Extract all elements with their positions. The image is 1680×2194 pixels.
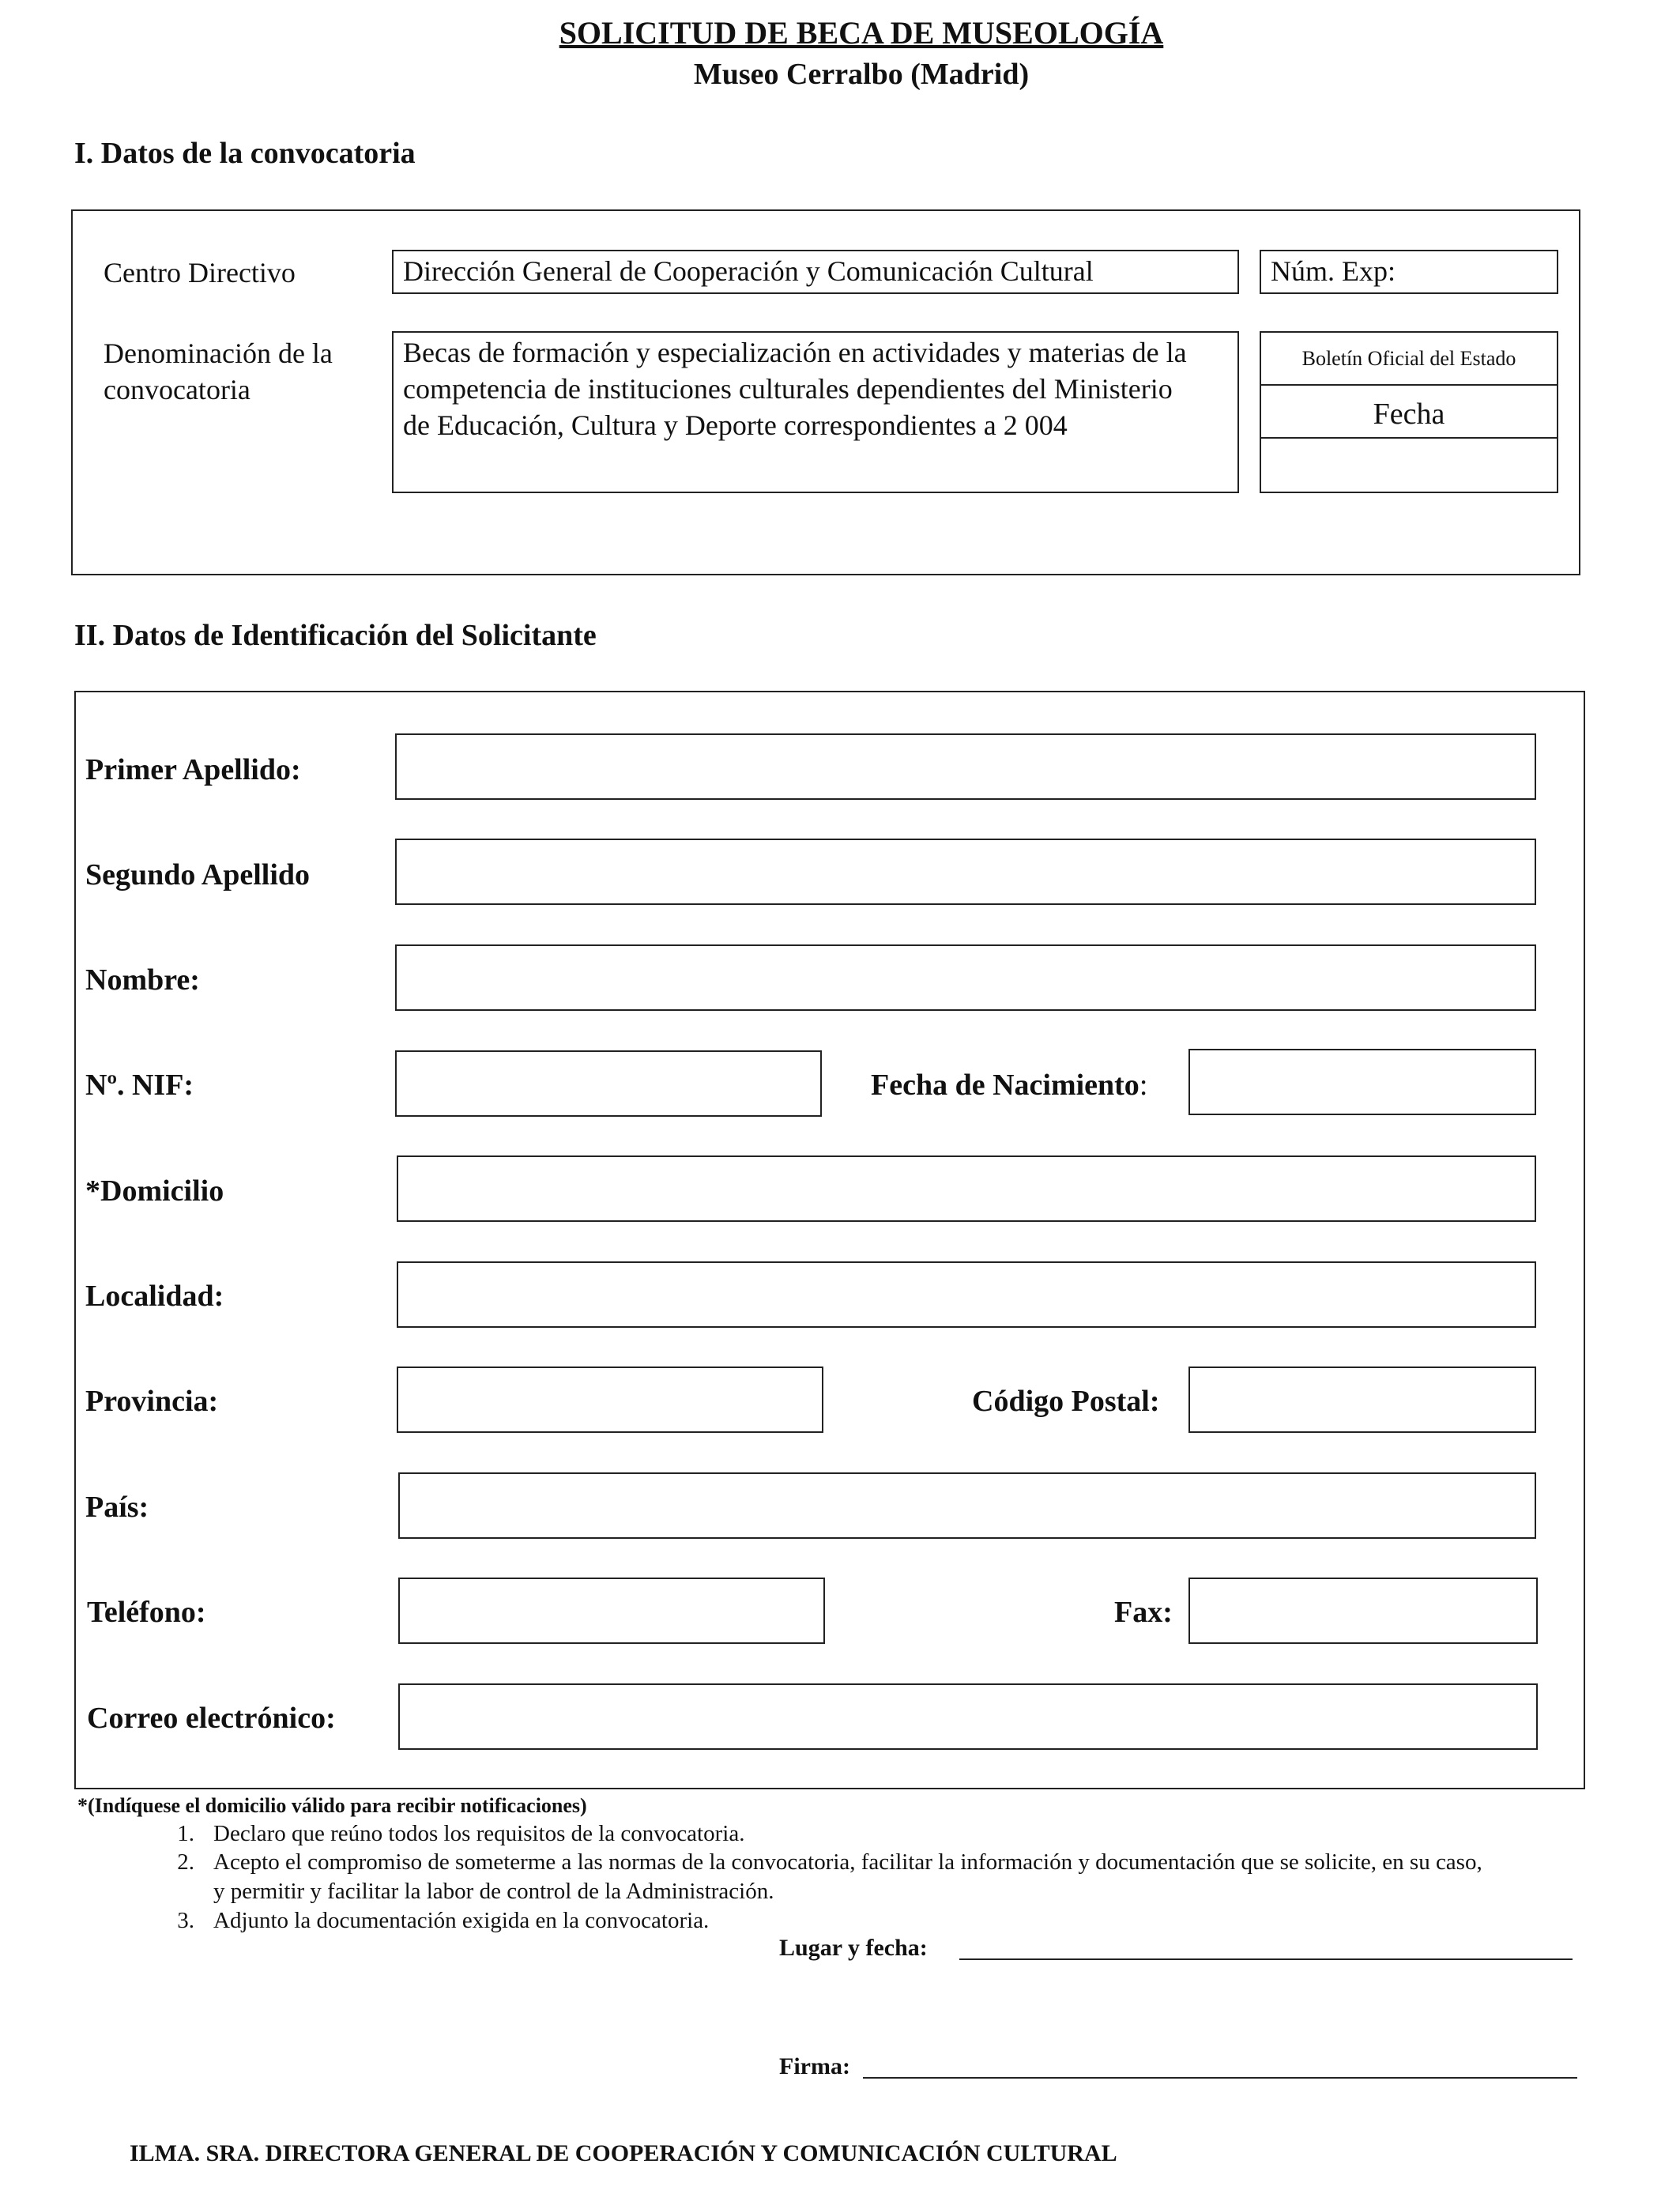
pais-input[interactable]	[398, 1472, 1536, 1539]
declaration-3	[163, 1906, 1633, 1938]
primer-apellido-label: Primer Apellido:	[85, 753, 301, 786]
declaration-2-number: 2.	[177, 1849, 194, 1875]
num-exp-label: Núm. Exp:	[1271, 255, 1396, 287]
fecha-nacimiento-label-text: Fecha de Nacimiento	[871, 1069, 1139, 1102]
provincia-label: Provincia:	[85, 1385, 219, 1418]
codigo-postal-input[interactable]	[1188, 1367, 1536, 1433]
section-2-title: II. Datos de Identificación del Solicitante	[74, 619, 597, 652]
num-exp-field[interactable]	[1260, 250, 1558, 294]
primer-apellido-input[interactable]	[395, 733, 1536, 800]
document-subtitle: Museo Cerralbo (Madrid)	[693, 58, 1030, 91]
denominacion-label-line2: convocatoria	[104, 374, 250, 405]
boe-fecha-label: Fecha	[1373, 398, 1445, 431]
denominacion-line1: Becas de formación y especialización en actividades y materias de la	[403, 337, 1187, 368]
document-title: SOLICITUD DE BECA DE MUSEOLOGÍA	[559, 15, 1164, 51]
fax-input[interactable]	[1188, 1578, 1538, 1644]
firma-label: Firma:	[779, 2053, 850, 2079]
localidad-label: Localidad:	[85, 1280, 224, 1313]
declaration-1	[163, 1819, 1633, 1851]
declaration-2-text-line2: y permitir y facilitar la labor de control de la Administración.	[213, 1879, 774, 1904]
segundo-apellido-label: Segundo Apellido	[85, 858, 311, 892]
fax-label: Fax:	[1114, 1596, 1173, 1629]
denominacion-line3: de Educación, Cultura y Deporte correspondientes a 2 004	[403, 409, 1068, 441]
nombre-input[interactable]	[395, 944, 1536, 1011]
boe-fecha-field[interactable]	[1261, 440, 1557, 489]
declaration-3-number: 3.	[177, 1908, 194, 1933]
fecha-nacimiento-input[interactable]	[1188, 1049, 1536, 1115]
addressee: ILMA. SRA. DIRECTORA GENERAL DE COOPERACIÓN Y COMUNICACIÓN CULTURAL	[130, 2140, 1117, 2166]
fecha-nacimiento-label	[871, 1068, 1147, 1103]
codigo-postal-label: Código Postal:	[972, 1385, 1160, 1418]
provincia-input[interactable]	[397, 1367, 823, 1433]
pais-label: País:	[85, 1491, 149, 1524]
denominacion-label	[104, 335, 333, 408]
denominacion-label-line1: Denominación de la	[104, 337, 333, 369]
declaration-1-number: 1.	[177, 1821, 194, 1846]
declaration-1-text: Declaro que reúno todos los requisitos de la convocatoria.	[213, 1821, 745, 1846]
segundo-apellido-input[interactable]	[395, 839, 1536, 905]
domicilio-label: *Domicilio	[85, 1174, 224, 1208]
boe-label: Boletín Oficial del Estado	[1301, 347, 1516, 370]
denominacion-field	[392, 331, 1239, 493]
nombre-label: Nombre:	[85, 963, 200, 997]
lugar-fecha-line[interactable]	[959, 1958, 1573, 1960]
telefono-label: Teléfono:	[87, 1596, 206, 1629]
nif-input[interactable]	[395, 1050, 822, 1117]
nif-label: Nº. NIF:	[85, 1069, 194, 1102]
telefono-input[interactable]	[398, 1578, 825, 1644]
boe-divider-2	[1261, 437, 1557, 439]
lugar-fecha-label: Lugar y fecha:	[779, 1935, 928, 1961]
fecha-nacimiento-colon: :	[1139, 1069, 1148, 1102]
domicilio-note: *(Indíquese el domicilio válido para recibir notificaciones)	[77, 1794, 587, 1817]
boe-box	[1260, 331, 1558, 493]
boe-divider-1	[1261, 384, 1557, 386]
correo-input[interactable]	[398, 1683, 1538, 1750]
correo-label: Correo electrónico:	[87, 1702, 336, 1735]
domicilio-input[interactable]	[397, 1155, 1536, 1222]
section-1-title: I. Datos de la convocatoria	[74, 137, 416, 170]
centro-directivo-label: Centro Directivo	[104, 257, 296, 288]
centro-directivo-field[interactable]: Dirección General de Cooperación y Comunicación Cultural	[392, 250, 1239, 294]
declaration-2-text: Acepto el compromiso de someterme a las normas de la convocatoria, facilitar la información y documentación que se solicite, en su caso,	[213, 1849, 1482, 1875]
declaration-2	[163, 1848, 1633, 1908]
denominacion-line2: competencia de instituciones culturales dependientes del Ministerio	[403, 373, 1173, 405]
firma-line[interactable]	[863, 2077, 1577, 2079]
localidad-input[interactable]	[397, 1261, 1536, 1328]
declaration-3-text: Adjunto la documentación exigida en la convocatoria.	[213, 1908, 710, 1933]
